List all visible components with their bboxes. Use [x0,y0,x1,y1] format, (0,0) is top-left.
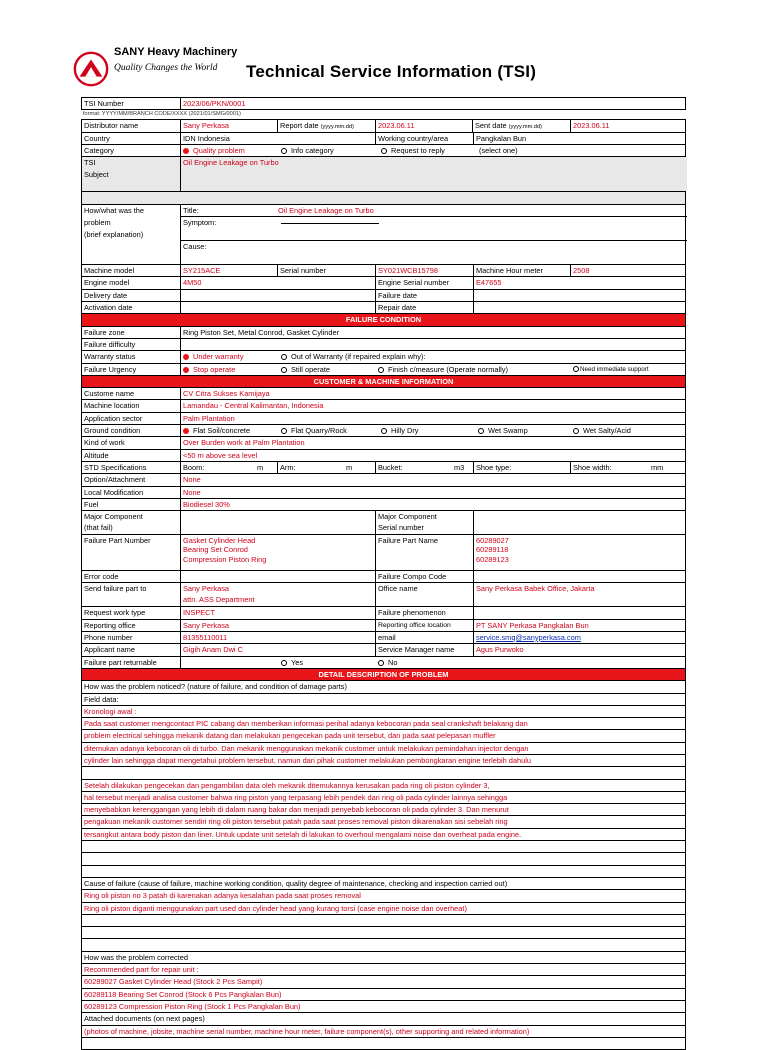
document-title: Technical Service Information (TSI) [246,62,537,81]
tsi-number-label: TSI Number [84,99,124,108]
radio-icon [281,354,287,360]
part-line: 60289123 Compression Piston Ring (Stock 1 Pcs Pangkalan Bun) [81,1001,686,1013]
part-line: 60289118 Bearing Set Conrod (Stock 6 Pcs Pangkalan Bun) [81,989,686,1001]
send-part-row: Send failure part to Sany Perkasa attn. ASS Department Office name Sany Perkasa Babek Office, Jakarta [81,583,686,607]
chronology-lines [81,718,686,841]
failure-difficulty-row: Failure difficulty [81,339,686,351]
phone-value[interactable]: 81355110011 [180,632,375,643]
sent-date-label: Sent date (yyyy.mm.dd) [472,120,570,131]
radio-icon [281,367,287,373]
customer-name-value[interactable]: CV Citra Sukses Kamijaya [180,388,687,399]
chronology-line [81,743,686,755]
working-area-label: Working country/area [375,133,473,144]
problem-title-value[interactable]: Oil Engine Leakage on Turbo [278,206,374,216]
major-serial-value[interactable] [473,511,687,534]
category-quality-option[interactable]: Quality problem [183,146,245,155]
blank-row [81,866,686,878]
altitude-row: Altitude <50 m above sea level [81,450,686,462]
engine-model-row: Engine model 4M50 Engine Serial number E47655 [81,277,686,289]
blank-row [81,853,686,865]
failure-part-number-value[interactable]: Gasket Cylinder Head Bearing Set Conrod Compression Piston Ring [180,535,375,570]
arm-field[interactable]: Arm: m [277,462,375,473]
problem-details [180,205,687,264]
tsi-form [81,97,686,1050]
sent-date-value[interactable]: 2023.06.11 [570,120,687,131]
delivery-row: Delivery date Failure date [81,290,686,302]
major-component-label: Major Component (that fail) [84,512,143,533]
machine-location-value[interactable]: Lamandau - Central Kalimantan, Indonesia [180,400,687,411]
blank-row [81,915,686,927]
warranty-options [180,351,687,362]
cause-line: Ring oli piston no 3 patah di karenakan adanya kesalahan pada saat proses removal [81,890,686,902]
shoe-type-field[interactable]: Shoe type: [473,462,570,473]
bucket-field[interactable]: Bucket: m3 [375,462,473,473]
radio-icon [378,367,384,373]
blank-row [81,1038,686,1050]
application-sector-row: Application sector Palm Plantation [81,413,686,425]
blank-row [81,841,686,853]
distributor-label: Distributor name [84,121,139,131]
std-spec-row: STD Specifications Boom: m Arm: m Bucket: m3 Shoe type: Shoe width: mm [81,462,686,474]
chronology-line [81,804,686,816]
category-info-option[interactable]: Info category [281,145,334,156]
problem-cause-line: Cause: [183,242,207,252]
send-part-value[interactable]: Sany Perkasa attn. ASS Department [180,583,375,606]
error-code-value[interactable] [180,571,375,582]
radio-icon [381,428,387,434]
engine-model-value[interactable]: 4M50 [180,277,375,288]
warranty-under-option[interactable]: Under warranty [183,352,244,361]
blank-row [81,927,686,939]
error-code-row: Error code Failure Compo Code [81,571,686,583]
country-row [81,133,686,145]
category-row [81,145,686,157]
chronology-line [81,792,686,804]
sany-logo-icon [72,50,110,88]
corrected-row: How was the problem corrected [81,952,686,964]
failure-date-value[interactable] [473,290,687,301]
noticed-row: How was the problem noticed? (nature of failure, and condition of damage parts) [81,681,686,693]
tsi-format-note: format: YYYY/MM/BRANCH CODE/XXXX (2021/01/SMG/0001) [83,111,241,118]
major-serial-label: Major Component Serial number [375,511,473,534]
radio-icon [478,428,484,434]
chronology-line [81,780,686,792]
tsi-number-row [81,97,686,110]
chronology-line [81,816,686,828]
machine-model-row: Machine model SY215ACE Serial number SY021WCB15798 Machine Hour meter 2508 [81,265,686,277]
radio-checked-icon [183,367,189,373]
category-label: Category [84,145,114,155]
kind-of-work-value[interactable]: Over Burden work at Palm Plantation [180,437,687,448]
serial-number-value[interactable]: SY021WCB15798 [375,265,473,276]
kind-of-work-row: Kind of work Over Burden work at Palm Plantation [81,437,686,449]
tsi-format-row [81,110,686,119]
local-mod-value[interactable]: None [180,487,687,498]
country-value[interactable]: IDN Indonesia [180,133,375,144]
radio-icon [573,428,579,434]
returnable-no-option[interactable]: No [378,657,397,668]
field-data-row: Field data: [81,694,686,706]
engine-serial-value[interactable]: E47655 [473,277,687,288]
altitude-value[interactable]: <50 m above sea level [180,450,687,461]
problem-title-line: Title: Oil Engine Leakage on Turbo [181,205,687,217]
chronology-text[interactable]: tersangkut antara body piston dan liner. Untuk update unit setelah di lakukan to overhoul mengalami noise dan overheat pada engine. [84,829,522,839]
local-mod-row: Local Modification None [81,487,686,499]
chronology-text[interactable]: pengakuan mekanik customer sendiri ring oli piston tersebut patah pada saat proses removal piston dikarenakan sisi sebelah ring [84,817,508,827]
report-date-label: Report date (yyyy.mm.dd) [277,120,375,131]
radio-icon [381,148,387,154]
activation-date-value[interactable] [180,302,375,313]
manager-value[interactable]: Agus Purwoko [473,644,687,655]
fuel-row: Fuel Biodiesel 30% [81,499,686,511]
chronology-text[interactable]: menyebabkan kerenggangan yang lebih di dalam ruang bakar dan menjadi penyebab kebocoran oli pada cylinder 3. Dan menurut [84,805,509,815]
machine-model-value[interactable]: SY215ACE [180,265,277,276]
radio-checked-icon [183,428,189,434]
warranty-row: Warranty status Under warranty Out of Warranty (if repaired explain why): [81,351,686,363]
reporting-office-value[interactable]: Sany Perkasa [180,620,375,631]
part-line: 60289027 Gasket Cylinder Head (Stock 2 Pcs Sampit) [81,976,686,988]
ground-wet-swamp-option[interactable]: Wet Swamp [478,425,528,436]
office-name-value[interactable]: Sany Perkasa Babek Office, Jakarta [473,583,687,606]
machine-location-row: Machine location Lamandau - Central Kalimantan, Indonesia [81,400,686,412]
returnable-row: Failure part returnable Yes No [81,657,686,669]
chronology-line [81,767,686,779]
urgency-options [180,364,687,375]
urgency-row: Failure Urgency Stop operate Still operate Finish c/measure (Operate normally) Need immediate support [81,364,686,376]
chronology-text[interactable]: ditemukan adanya kebocoran oli di turbo. Dan mekanik menggunakan mekanik customer untuk melakukan pemindahan injector dengan [84,743,529,753]
category-options [180,145,687,156]
attached-note-row: (photos of machine, jobsite, machine serial number, machine hour meter, failure component(s), other supporting and related information) [81,1026,686,1038]
ground-wet-salty-option[interactable]: Wet Salty/Acid [573,425,631,436]
urgency-still-option[interactable]: Still operate [281,364,330,375]
working-area-value[interactable]: Pangkalan Bun [473,133,687,144]
email-link[interactable]: service.smq@sanyperkasa.com [476,633,581,643]
option-row: Option/Attachment None [81,474,686,486]
distributor-value[interactable]: Sany Perkasa [180,120,277,131]
activation-row: Activation date Repair date [81,302,686,314]
radio-icon [378,660,384,666]
document-header [72,40,712,95]
failure-part-name-value[interactable]: 60289027 60289118 60289123 [473,535,687,570]
tsi-number-value[interactable]: 2023/06/PKN/0001 [180,98,687,109]
chronology-text[interactable]: hal tersebut menjadi analisa customer bahwa ring piston yang terpasang lebih pendek dari ring oli pada cylinder lainnya sehingga [84,792,508,802]
returnable-options [180,657,687,668]
reporting-office-row: Reporting office Sany Perkasa Reporting office location PT SANY Perkasa Pangkalan Bun [81,620,686,632]
tsi-subject-label: TSI Subject [82,157,180,191]
returnable-yes-option[interactable]: Yes [281,657,303,668]
chronology-title-row: Kronologi awal : [81,706,686,718]
phenomenon-value[interactable] [473,607,687,618]
chronology-text[interactable]: problem electrical sehingga mekanik datang dan melakukan pengecekan pada unit tersebut, dan pada saat pelepasan muffler [84,731,496,741]
customer-header: CUSTOMER & MACHINE INFORMATION [81,376,686,388]
radio-icon [281,148,287,154]
failure-condition-header: FAILURE CONDITION [81,314,686,326]
email-cell [473,632,687,643]
hour-meter-value[interactable]: 2508 [570,265,687,276]
recommended-row: Recommended part for repair unit : [81,964,686,976]
report-date-value[interactable]: 2023.06.11 [375,120,472,131]
applicant-value[interactable]: Gigih Anam Dwi C [180,644,375,655]
major-component-row [81,511,686,535]
urgency-stop-option[interactable]: Stop operate [183,365,235,374]
problem-row [81,205,686,265]
radio-checked-icon [183,148,189,154]
delivery-date-value[interactable] [180,290,375,301]
chronology-line [81,718,686,730]
brand-name: SANY Heavy Machinery [114,46,238,58]
option-value[interactable]: None [180,474,687,485]
category-request-option[interactable]: Request to reply [381,145,445,156]
failure-compo-value[interactable] [473,571,687,582]
detail-header: DETAIL DESCRIPTION OF PROBLEM [81,669,686,681]
ground-flat-quarry-option[interactable]: Flat Quarry/Rock [281,425,347,436]
ground-condition-row: Ground condition Flat Soil/concrete Flat Quarry/Rock Hilly Dry Wet Swamp Wet Salty/Acid [81,425,686,437]
chronology-line [81,730,686,742]
urgency-need-option[interactable]: Need immediate support [573,364,649,375]
ground-flat-soil-option[interactable]: Flat Soil/concrete [183,426,250,435]
tsi-subject-row [81,157,686,192]
chronology-text[interactable] [82,767,685,778]
chronology-line [81,755,686,767]
ground-hilly-option[interactable]: Hilly Dry [381,425,419,436]
warranty-out-option[interactable]: Out of Warranty (if repaired explain why): [281,351,425,362]
cause-title-row: Cause of failure (cause of failure, machine working condition, quality degree of maintenance, checking and inspection carried out) [81,878,686,890]
reporting-location-value[interactable]: PT SANY Perkasa Pangkalan Bun [473,620,687,631]
application-sector-value[interactable]: Palm Plantation [180,413,687,424]
country-label: Country [84,133,110,143]
shoe-width-field[interactable]: Shoe width: mm [570,462,687,473]
boom-field[interactable]: Boom: m [180,462,277,473]
request-type-row: Request work type INSPECT Failure phenomenon [81,607,686,619]
radio-checked-icon [183,354,189,360]
ground-options [180,425,687,436]
failure-part-row: Failure Part Number Gasket Cylinder Head Bearing Set Conrod Compression Piston Ring Failure Part Name 60289027 60289118 60289123 [81,535,686,571]
customer-name-row: Custome name CV Citra Sukses Kamijaya [81,388,686,400]
applicant-row: Applicant name Gigih Anam Dwi C Service Manager name Agus Purwoko [81,644,686,656]
attached-row: Attached documents (on next pages) [81,1013,686,1025]
symptom-underline [281,223,379,224]
spacer-row [81,192,686,205]
radio-icon [281,428,287,434]
major-component-value[interactable] [180,511,375,534]
category-note: (select one) [479,145,518,155]
chronology-text[interactable]: Setelah dilakukan pengecekan dan pengambilan data oleh mekanik ditemukannya kerusakan pada ring oli piston cylinder 3, [84,780,490,790]
radio-icon [573,366,579,372]
phone-row: Phone number 81355110011 email service.smq@sanyperkasa.com [81,632,686,644]
distributor-row [81,119,686,132]
brand-slogan: Quality Changes the World [114,63,218,73]
failure-difficulty-value[interactable] [180,339,687,350]
chronology-line [81,829,686,841]
request-type-value[interactable]: INSPECT [180,607,375,618]
subject-value[interactable]: Oil Engine Leakage on Turbo [180,157,687,191]
urgency-finish-option[interactable]: Finish c/measure (Operate normally) [378,364,508,375]
fuel-value[interactable]: Biodiesel 30% [180,499,687,510]
chronology-text[interactable]: cylinder lain sehingga dapat mengetahui problem tersebut, namun dari pihak customer melakukan pembongkaran engine terlebih dahulu [84,755,532,765]
problem-label: How/what was the problem (brief explanation) [84,206,144,240]
problem-symptom-line: Symptom: [181,217,687,241]
blank-row [81,939,686,951]
cause-line: Ring oli piston diganti menggunakan part used dan cylinder head yang kurang torsi (case engine noise dan overheat) [81,903,686,915]
failure-zone-value[interactable]: Ring Piston Set, Metal Conrod, Gasket Cylinder [180,327,687,338]
failure-zone-row: Failure zone Ring Piston Set, Metal Conrod, Gasket Cylinder [81,327,686,339]
radio-icon [281,660,287,666]
chronology-text[interactable]: Pada saat customer mengcontact PIC cabang dan memberikan informasi perihal adanya kebocoran pada seal crankshaft belakang dan [84,719,528,729]
repair-date-value[interactable] [473,302,687,313]
